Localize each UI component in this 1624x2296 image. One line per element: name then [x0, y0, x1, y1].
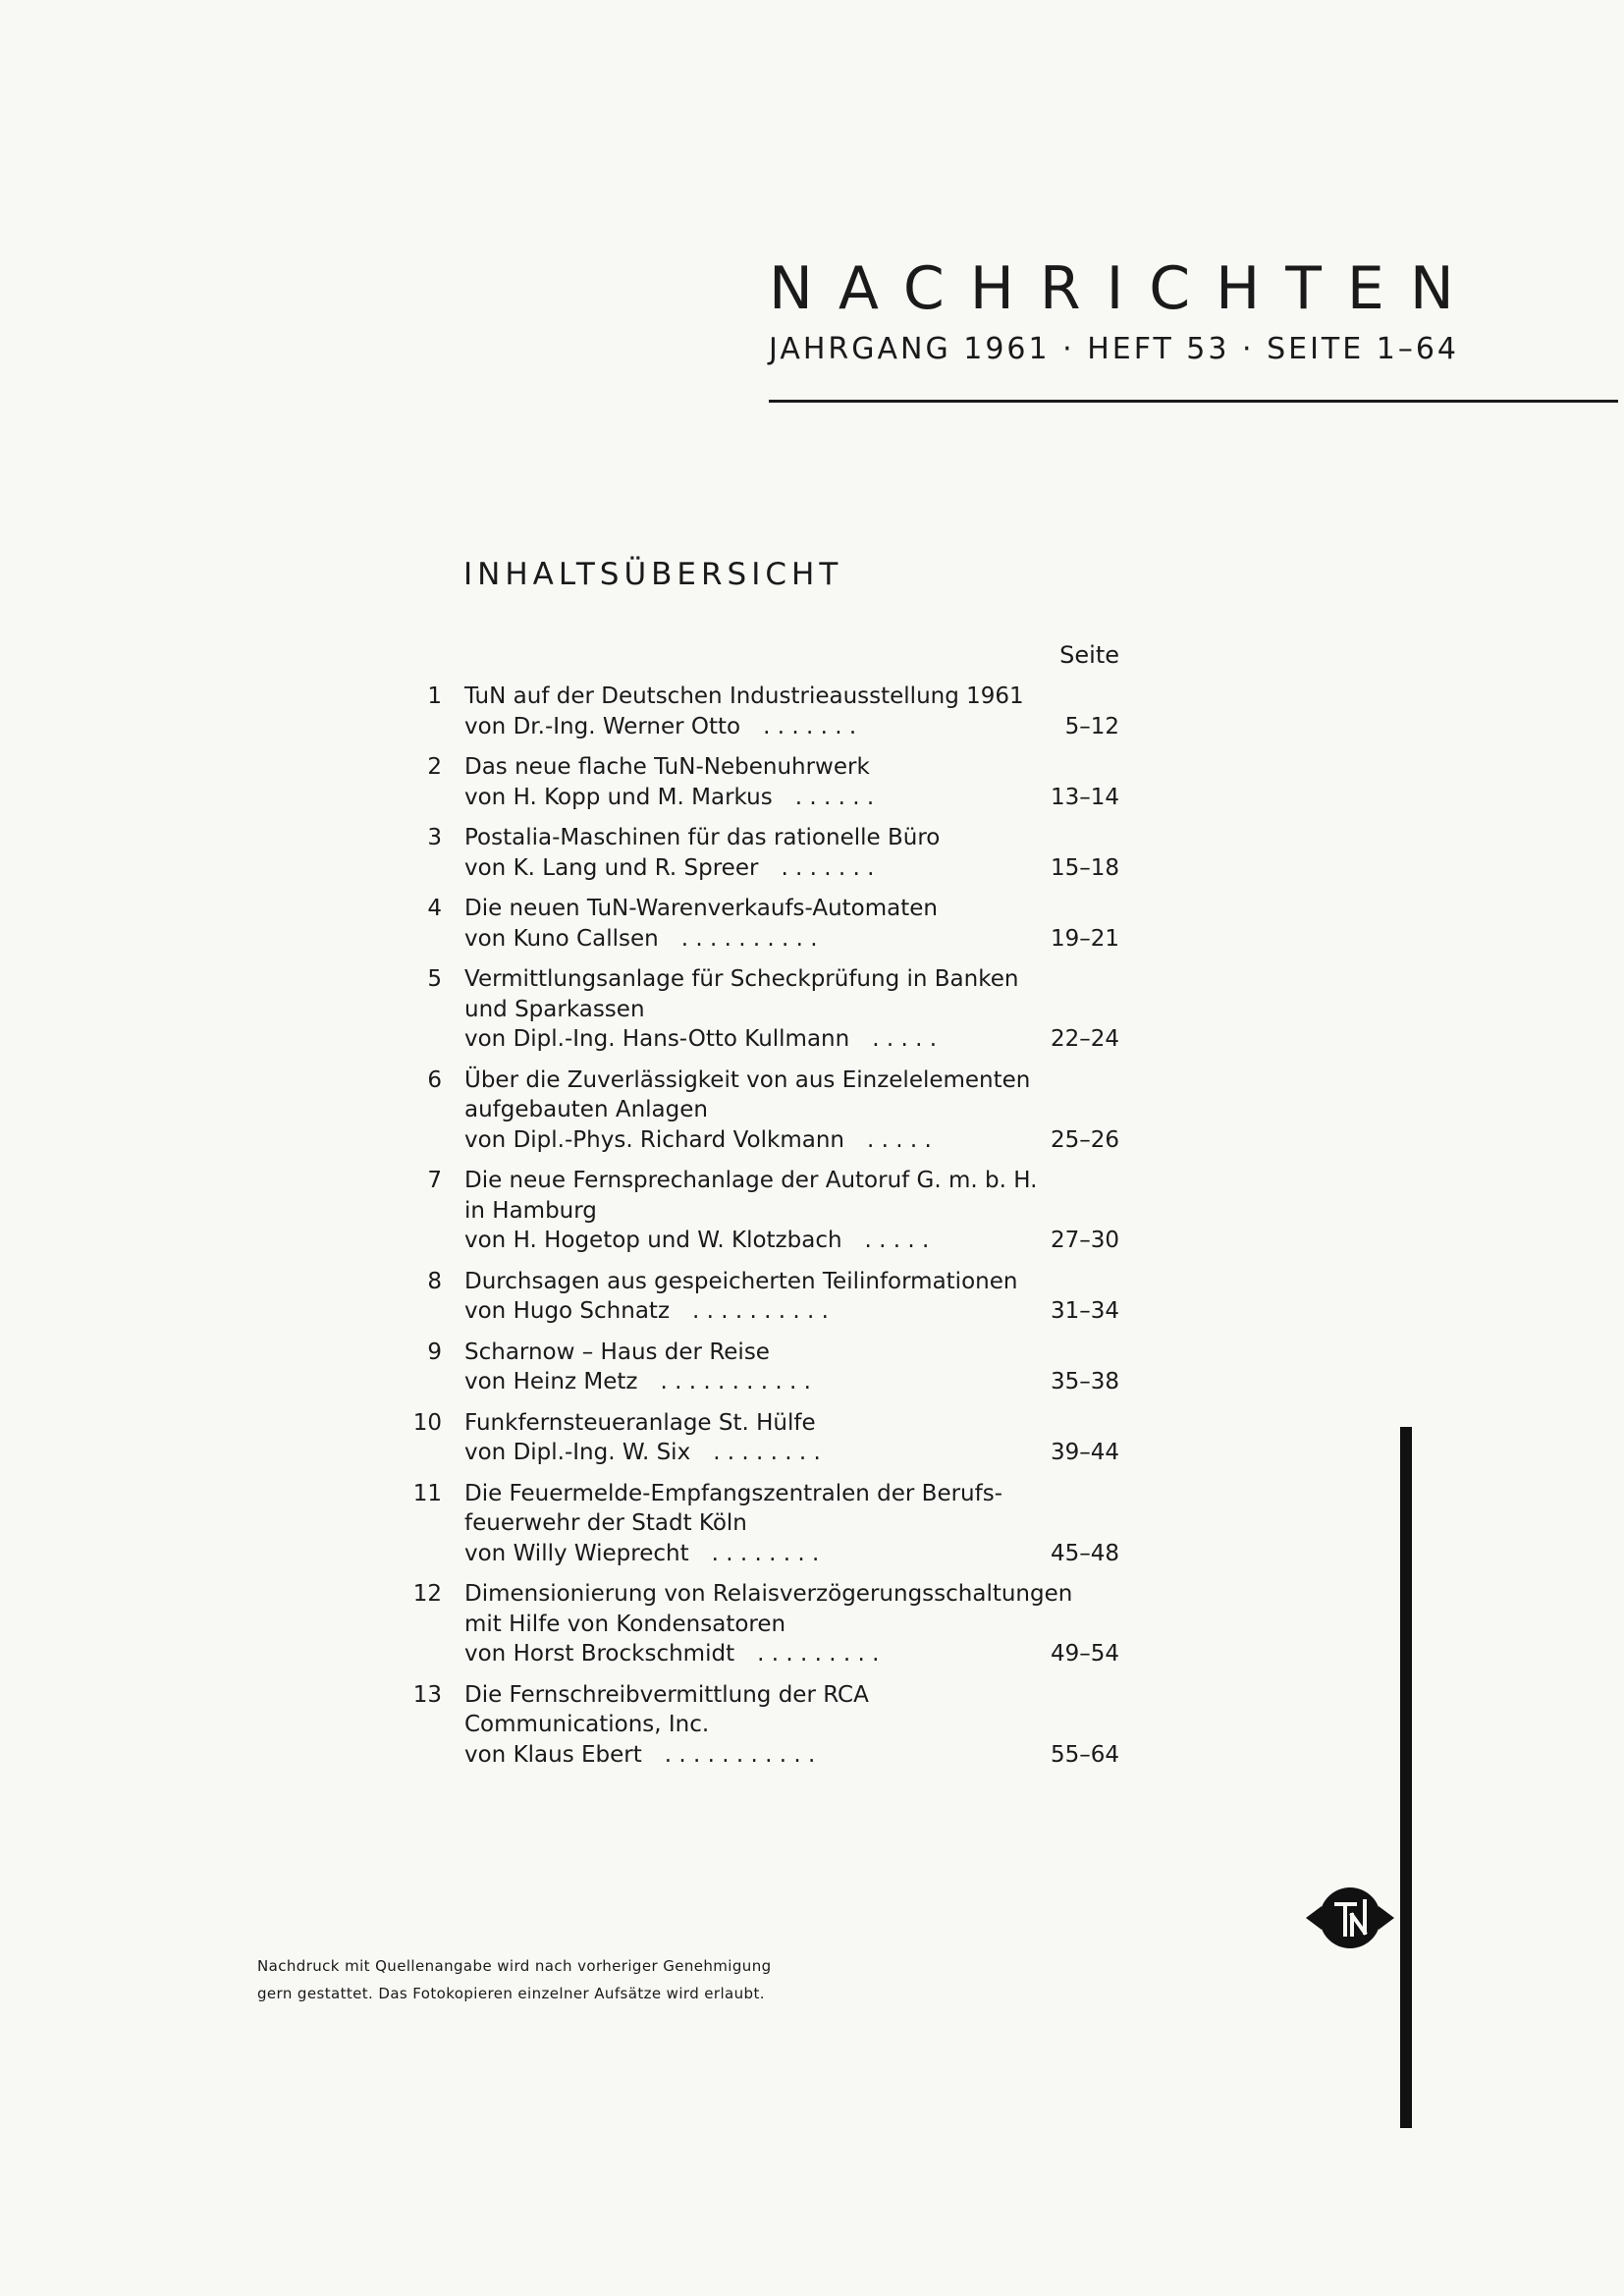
toc-entry [410, 894, 1119, 954]
toc-entry [410, 823, 1119, 883]
toc-entry-title-line: Communications, Inc. [464, 1712, 710, 1737]
toc-entry-author-line [410, 1539, 1119, 1569]
toc-entry-pages: 5–12 [1064, 713, 1119, 739]
toc-entry-author-line [410, 1024, 1119, 1055]
masthead-rule [769, 400, 1618, 403]
reprint-notice-line-1: Nachdruck mit Quellenangabe wird nach vorheriger Genehmigung [257, 1957, 772, 1975]
toc-entry-pages: 27–30 [1050, 1228, 1119, 1253]
toc-entry-title-line: Die Fernschreibvermittlung der RCA [464, 1681, 869, 1708]
toc-entry-author: von Dipl.-Ing. W. Six [464, 1440, 691, 1465]
toc-entry-leader-dots: . . . . . . . . . [757, 1641, 880, 1667]
toc-entry [410, 964, 1119, 1055]
toc-entry-pages: 22–24 [1050, 1026, 1119, 1052]
toc-entry-author: von H. Hogetop und W. Klotzbach [464, 1228, 842, 1253]
toc-entry-number: 4 [427, 896, 442, 921]
toc-entry-title-line: TuN auf der Deutschen Industrieausstellung 1961 [464, 683, 1024, 709]
toc-entry-number: 12 [412, 1581, 442, 1607]
toc-entry-title-line: Dimensionierung von Relaisverzögerungsschaltungen [464, 1581, 1073, 1607]
toc-entry-author: von Heinz Metz [464, 1369, 638, 1394]
toc-entry-author-line [410, 1226, 1119, 1256]
toc-entry-author: von Kuno Callsen [464, 925, 659, 952]
toc-entry [410, 752, 1119, 812]
toc-entry-pages: 31–34 [1050, 1298, 1119, 1324]
toc-entry-author: von Dipl.-Ing. Hans-Otto Kullmann [464, 1026, 850, 1052]
toc-entry-pages: 55–64 [1050, 1741, 1119, 1768]
toc-entry-title-line: mit Hilfe von Kondensatoren [464, 1611, 786, 1637]
toc-entry-author: von Dr.-Ing. Werner Otto [464, 713, 741, 739]
toc-entry [410, 1680, 1119, 1771]
toc-entry-title-line: feuerwehr der Stadt Köln [464, 1510, 747, 1536]
toc-entry-author-line [410, 853, 1119, 884]
toc-entry [410, 1579, 1119, 1669]
toc-entry-title-line: Die Feuermelde-Empfangszentralen der Berufs- [464, 1480, 1003, 1506]
toc-entry-author-line [410, 1639, 1119, 1669]
toc-entry-pages: 35–38 [1050, 1369, 1119, 1394]
toc-entry-author: von K. Lang und R. Spreer [464, 854, 759, 881]
toc-entry-author-line [410, 1438, 1119, 1468]
toc-entry-author-line [410, 1125, 1119, 1156]
toc-entry-leader-dots: . . . . . . . . . . [680, 925, 818, 952]
toc-entry-author: von Willy Wieprecht [464, 1540, 689, 1566]
toc-entry-number: 11 [412, 1480, 442, 1506]
toc-entry-number: 10 [412, 1409, 442, 1436]
toc-entry [410, 1479, 1119, 1569]
toc-entry-leader-dots: . . . . . . . . . . . [664, 1741, 816, 1768]
toc-entry-title-line: aufgebauten Anlagen [464, 1097, 708, 1122]
toc-entry [410, 1338, 1119, 1397]
toc-entry-number: 3 [427, 825, 442, 850]
toc-entry-author-line [410, 783, 1119, 813]
toc-entry-pages: 13–14 [1050, 784, 1119, 810]
masthead-title: NACHRICHTEN [769, 254, 1480, 323]
toc-entry-author: von H. Kopp und M. Markus [464, 784, 773, 810]
tn-diamond-logo-icon [1306, 1886, 1394, 1950]
toc-entry-author: von Dipl.-Phys. Richard Volkmann [464, 1126, 844, 1153]
toc-entry-leader-dots: . . . . . [872, 1026, 938, 1052]
toc-entry-number: 13 [412, 1681, 442, 1708]
toc-entry-leader-dots: . . . . . . . . . . . [660, 1369, 811, 1394]
toc-entry-author: von Klaus Ebert [464, 1741, 642, 1768]
toc-heading: INHALTSÜBERSICHT [463, 557, 843, 592]
masthead-subtitle: JAHRGANG 1961 · HEFT 53 · SEITE 1–64 [769, 332, 1460, 366]
reprint-notice-line-2: gern gestattet. Das Fotokopieren einzelner Aufsätze wird erlaubt. [257, 1985, 765, 2002]
toc-entry-leader-dots: . . . . . [864, 1228, 930, 1253]
toc-list [410, 682, 1119, 1780]
toc-entry-title-line: Postalia-Maschinen für das rationelle Büro [464, 825, 941, 850]
toc-entry-title-line: Durchsagen aus gespeicherten Teilinformationen [464, 1268, 1018, 1294]
toc-entry-author-line [410, 1296, 1119, 1327]
toc-entry [410, 682, 1119, 741]
toc-entry-leader-dots: . . . . . . . . [713, 1440, 821, 1465]
toc-entry-title-line: Über die Zuverlässigkeit von aus Einzelelementen [464, 1066, 1031, 1093]
toc-entry-leader-dots: . . . . . . [794, 784, 875, 810]
toc-entry-pages: 49–54 [1050, 1641, 1119, 1667]
toc-entry-number: 6 [427, 1066, 442, 1093]
toc-entry-title-line: Die neuen TuN-Warenverkaufs-Automaten [464, 896, 938, 921]
toc-entry-author: von Hugo Schnatz [464, 1298, 671, 1324]
toc-entry-title-line: Scharnow – Haus der Reise [464, 1339, 770, 1365]
toc-entry-author-line [410, 1367, 1119, 1397]
toc-page-column-label: Seite [1059, 641, 1119, 669]
toc-entry-pages: 19–21 [1050, 925, 1119, 952]
toc-entry-number: 9 [427, 1339, 442, 1365]
toc-entry-number: 2 [427, 754, 442, 780]
toc-entry-title-line: Vermittlungsanlage für Scheckprüfung in Banken [464, 966, 1019, 992]
toc-entry-pages: 39–44 [1050, 1440, 1119, 1465]
toc-entry [410, 1166, 1119, 1256]
toc-entry-pages: 15–18 [1050, 854, 1119, 881]
toc-entry [410, 1267, 1119, 1327]
toc-entry-leader-dots: . . . . . . . [763, 713, 857, 739]
toc-entry-author-line [410, 1740, 1119, 1771]
toc-entry-author: von Horst Brockschmidt [464, 1641, 735, 1667]
toc-entry-leader-dots: . . . . . [866, 1126, 932, 1153]
reprint-notice [257, 1952, 772, 2007]
toc-entry-number: 1 [427, 683, 442, 709]
toc-entry-leader-dots: . . . . . . . . . . [692, 1298, 829, 1324]
toc-entry [410, 1066, 1119, 1156]
toc-entry-author-line [410, 924, 1119, 955]
side-bar-decoration [1400, 1427, 1412, 2128]
toc-entry-title-line: in Hamburg [464, 1197, 597, 1224]
toc-entry-number: 7 [427, 1168, 442, 1193]
toc-entry-title-line: Das neue flache TuN-Nebenuhrwerk [464, 754, 870, 780]
toc-entry [410, 1408, 1119, 1468]
toc-entry-leader-dots: . . . . . . . [781, 854, 875, 881]
toc-entry-title-line: Funkfernsteueranlage St. Hülfe [464, 1409, 816, 1436]
toc-entry-title-line: und Sparkassen [464, 996, 645, 1022]
toc-entry-title-line: Die neue Fernsprechanlage der Autoruf G. m. b. H. [464, 1168, 1038, 1193]
toc-entry-number: 5 [427, 966, 442, 992]
toc-entry-author-line [410, 712, 1119, 742]
toc-entry-pages: 45–48 [1050, 1540, 1119, 1566]
toc-entry-number: 8 [427, 1268, 442, 1294]
toc-entry-pages: 25–26 [1050, 1126, 1119, 1153]
toc-entry-leader-dots: . . . . . . . . [711, 1540, 820, 1566]
